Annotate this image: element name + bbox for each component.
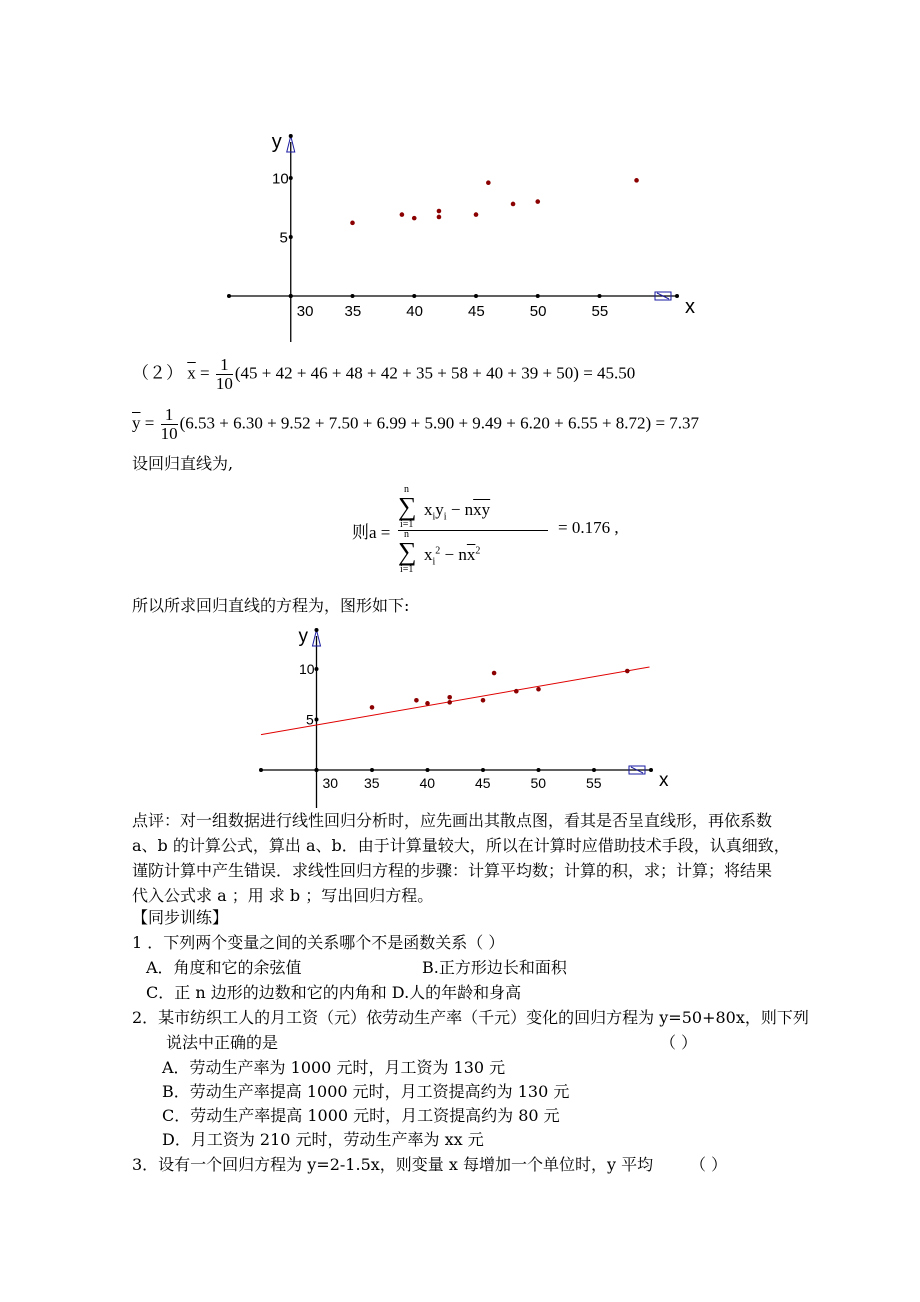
question-2-cont: 说法中正确的是 <box>166 1033 279 1052</box>
section-title: 【同步训练】 <box>132 908 229 927</box>
den-x-sup: 2 <box>435 545 441 557</box>
data-point <box>486 180 491 185</box>
x-tick-label: 35 <box>364 775 380 791</box>
question-3: 3．设有一个回归方程为 y=2-1.5x，则变量 x 每增加一个单位时，y 平均 <box>132 1155 654 1174</box>
num-x: x <box>424 500 433 519</box>
xbar-frac-den: 10 <box>215 374 233 393</box>
x-axis-end <box>649 768 653 772</box>
comment-paragraph <box>132 808 790 908</box>
x-tick-dot <box>537 768 541 772</box>
q1-option-b: B.正方形边长和面积 <box>422 958 567 977</box>
question-2: 2．某市纺织工人的月工资（元）依劳动生产率（千元）变化的回归方程为 y=50+80x，则下列 <box>132 1008 809 1027</box>
den-sum-sub: i=1 <box>400 564 414 575</box>
x-tick-dot <box>592 768 596 772</box>
comment-line: a、b 的计算公式，算出 a、b．由于计算量较大，所以在计算时应借助技术手段，认真细致， <box>132 836 790 855</box>
x-tick-label: 55 <box>586 775 602 791</box>
den-x: x <box>424 545 433 564</box>
question-1: 1 ．下列两个变量之间的关系哪个不是函数关系（ ） <box>132 933 505 952</box>
data-point <box>447 700 452 705</box>
num-sum-sub: i=1 <box>400 519 414 530</box>
x-tick-dot <box>481 768 485 772</box>
x-tick-dot <box>598 294 602 298</box>
num-xy-bar: $\overline{xy}$ <box>473 500 491 519</box>
data-point <box>437 209 442 214</box>
den-xbar-sup: 2 <box>475 545 481 557</box>
formula-prefix: 则 <box>352 523 369 542</box>
comment-line: 点评：对一组数据进行线性回归分析时，应先画出其散点图，看其是否呈直线形，再依系数 <box>132 811 773 830</box>
x-tick-dot <box>315 768 319 772</box>
num-sigma: ∑ <box>398 492 417 521</box>
ybar-equation: $\overline{y}$ = $\frac{1}{10}$ (6.53 + 6.30 + 9.52 + 7.50 + 6.99 + 5.90 + 9.49 + 6.20 + 6.55 + 8.72) = 7.37 <box>132 405 700 443</box>
regression-line <box>261 667 650 735</box>
y-tick-label: 10 <box>299 660 315 677</box>
x-tick-label: 50 <box>530 775 547 791</box>
data-point <box>370 705 375 710</box>
den-minus-n: − n <box>440 545 467 564</box>
ybar-frac-num: 1 <box>161 406 178 425</box>
regression-chart <box>255 622 675 812</box>
data-point <box>414 698 419 703</box>
y-tick-dot <box>315 667 319 671</box>
data-point <box>536 687 541 692</box>
x-tick-dot <box>474 294 478 298</box>
x-axis-end <box>675 294 679 298</box>
data-point <box>492 671 497 676</box>
num-y: y <box>435 500 444 519</box>
num-minus-n: − n <box>446 500 474 519</box>
x-axis-end <box>259 768 263 772</box>
data-point <box>481 698 486 703</box>
ybar-symbol: $\overline{y}$ <box>132 413 141 433</box>
formula-result: = 0.176 , <box>558 518 619 537</box>
x-tick-label: 45 <box>468 303 485 320</box>
x-tick-dot <box>536 294 540 298</box>
y-axis-label: y <box>271 131 282 153</box>
x-tick-label: 35 <box>344 303 362 320</box>
question-2-answer-slot: （ ） <box>660 1033 698 1052</box>
data-point <box>425 701 430 706</box>
num-y-sub: i <box>443 511 447 523</box>
y-tick-dot <box>315 718 319 722</box>
y-tick-label: 10 <box>272 170 289 188</box>
question-3-answer-slot: （ ） <box>690 1155 728 1174</box>
xbar-frac-num: 1 <box>216 356 233 375</box>
data-point <box>625 669 630 674</box>
conclusion-line: 所以所求回归直线的方程为，图形如下: <box>132 596 410 615</box>
x-tick-dot <box>289 294 293 298</box>
x-axis-end <box>227 294 231 298</box>
data-point <box>634 178 639 183</box>
comment-line: 谨防计算中产生错误．求线性回归方程的步骤：计算平均数；计算的积，求；计算；将结果 <box>132 861 773 880</box>
x-tick-label: 40 <box>406 303 423 320</box>
x-tick-dot <box>426 768 430 772</box>
den-sigma: ∑ <box>398 537 417 566</box>
x-tick-dot <box>351 294 355 298</box>
formula-a: a <box>369 523 377 542</box>
num-x-sub: i <box>432 511 436 523</box>
q1-option-a: A．角度和它的余弦值 <box>146 958 302 977</box>
data-point <box>400 212 405 217</box>
xbar-symbol: $\overline{x}$ <box>187 363 196 383</box>
comment-line: 代入公式求 a ；用 求 b ；写出回归方程。 <box>132 886 434 905</box>
x-tick-label: 30 <box>322 775 339 791</box>
ybar-frac-den: 10 <box>160 424 178 443</box>
x-axis-label: x <box>659 770 669 791</box>
y-tick-label: 5 <box>306 711 314 728</box>
y-axis-end <box>289 134 293 138</box>
den-x-sub: i <box>432 556 436 568</box>
q2-option-b: B．劳动生产率提高 1000 元时，月工资提高约为 130 元 <box>162 1082 570 1101</box>
y-tick-dot <box>289 235 293 239</box>
x-tick-label: 45 <box>475 775 491 791</box>
y-axis-label: y <box>298 626 308 647</box>
x-tick-label: 55 <box>591 303 609 320</box>
q2-option-d: D．月工资为 210 元时，劳动生产率为 xx 元 <box>162 1130 484 1149</box>
q2-option-c: C．劳动生产率提高 1000 元时，月工资提高约为 80 元 <box>162 1106 560 1125</box>
x-tick-dot <box>370 768 374 772</box>
scatter-chart-1 <box>220 128 700 350</box>
num-sum-sup: n <box>404 484 409 495</box>
x-tick-label: 40 <box>419 775 436 791</box>
ybar-expression: (6.53 + 6.30 + 9.52 + 7.50 + 6.99 + 5.90 + 9.49 + 6.20 + 6.55 + 8.72) = 7.37 <box>179 413 700 433</box>
data-point <box>447 695 452 700</box>
y-tick-label: 5 <box>279 229 288 247</box>
q1-option-cd: C．正 n 边形的边数和它的内角和 D.人的年龄和身高 <box>146 983 522 1002</box>
part-label: （２） <box>132 363 183 383</box>
y-tick-dot <box>289 176 293 180</box>
den-sum-sup: n <box>404 529 409 540</box>
q2-option-a: A．劳动生产率为 1000 元时，月工资为 130 元 <box>162 1058 506 1077</box>
x-tick-label: 50 <box>529 303 547 320</box>
x-axis-label: x <box>685 296 695 318</box>
x-tick-label: 30 <box>296 303 314 320</box>
data-point <box>514 689 519 694</box>
data-point <box>412 216 417 221</box>
set-regression-line: 设回归直线为, <box>132 454 234 473</box>
y-axis-end <box>315 628 319 632</box>
data-point <box>474 212 479 217</box>
xbar-equation: （２） $\overline{x}$ = $\frac{1}{10}$ (45 + 42 + 46 + 48 + 42 + 35 + 58 + 40 + 39 + 50) = 45.50 <box>132 355 636 393</box>
data-point <box>535 199 540 204</box>
x-tick-dot <box>412 294 416 298</box>
xbar-expression: (45 + 42 + 46 + 48 + 42 + 35 + 58 + 40 + 39 + 50) = 45.50 <box>234 363 636 383</box>
data-point <box>350 221 355 226</box>
data-point <box>511 202 516 207</box>
den-x-bar: $\overline{x}$ <box>466 545 476 564</box>
data-point <box>437 215 442 220</box>
